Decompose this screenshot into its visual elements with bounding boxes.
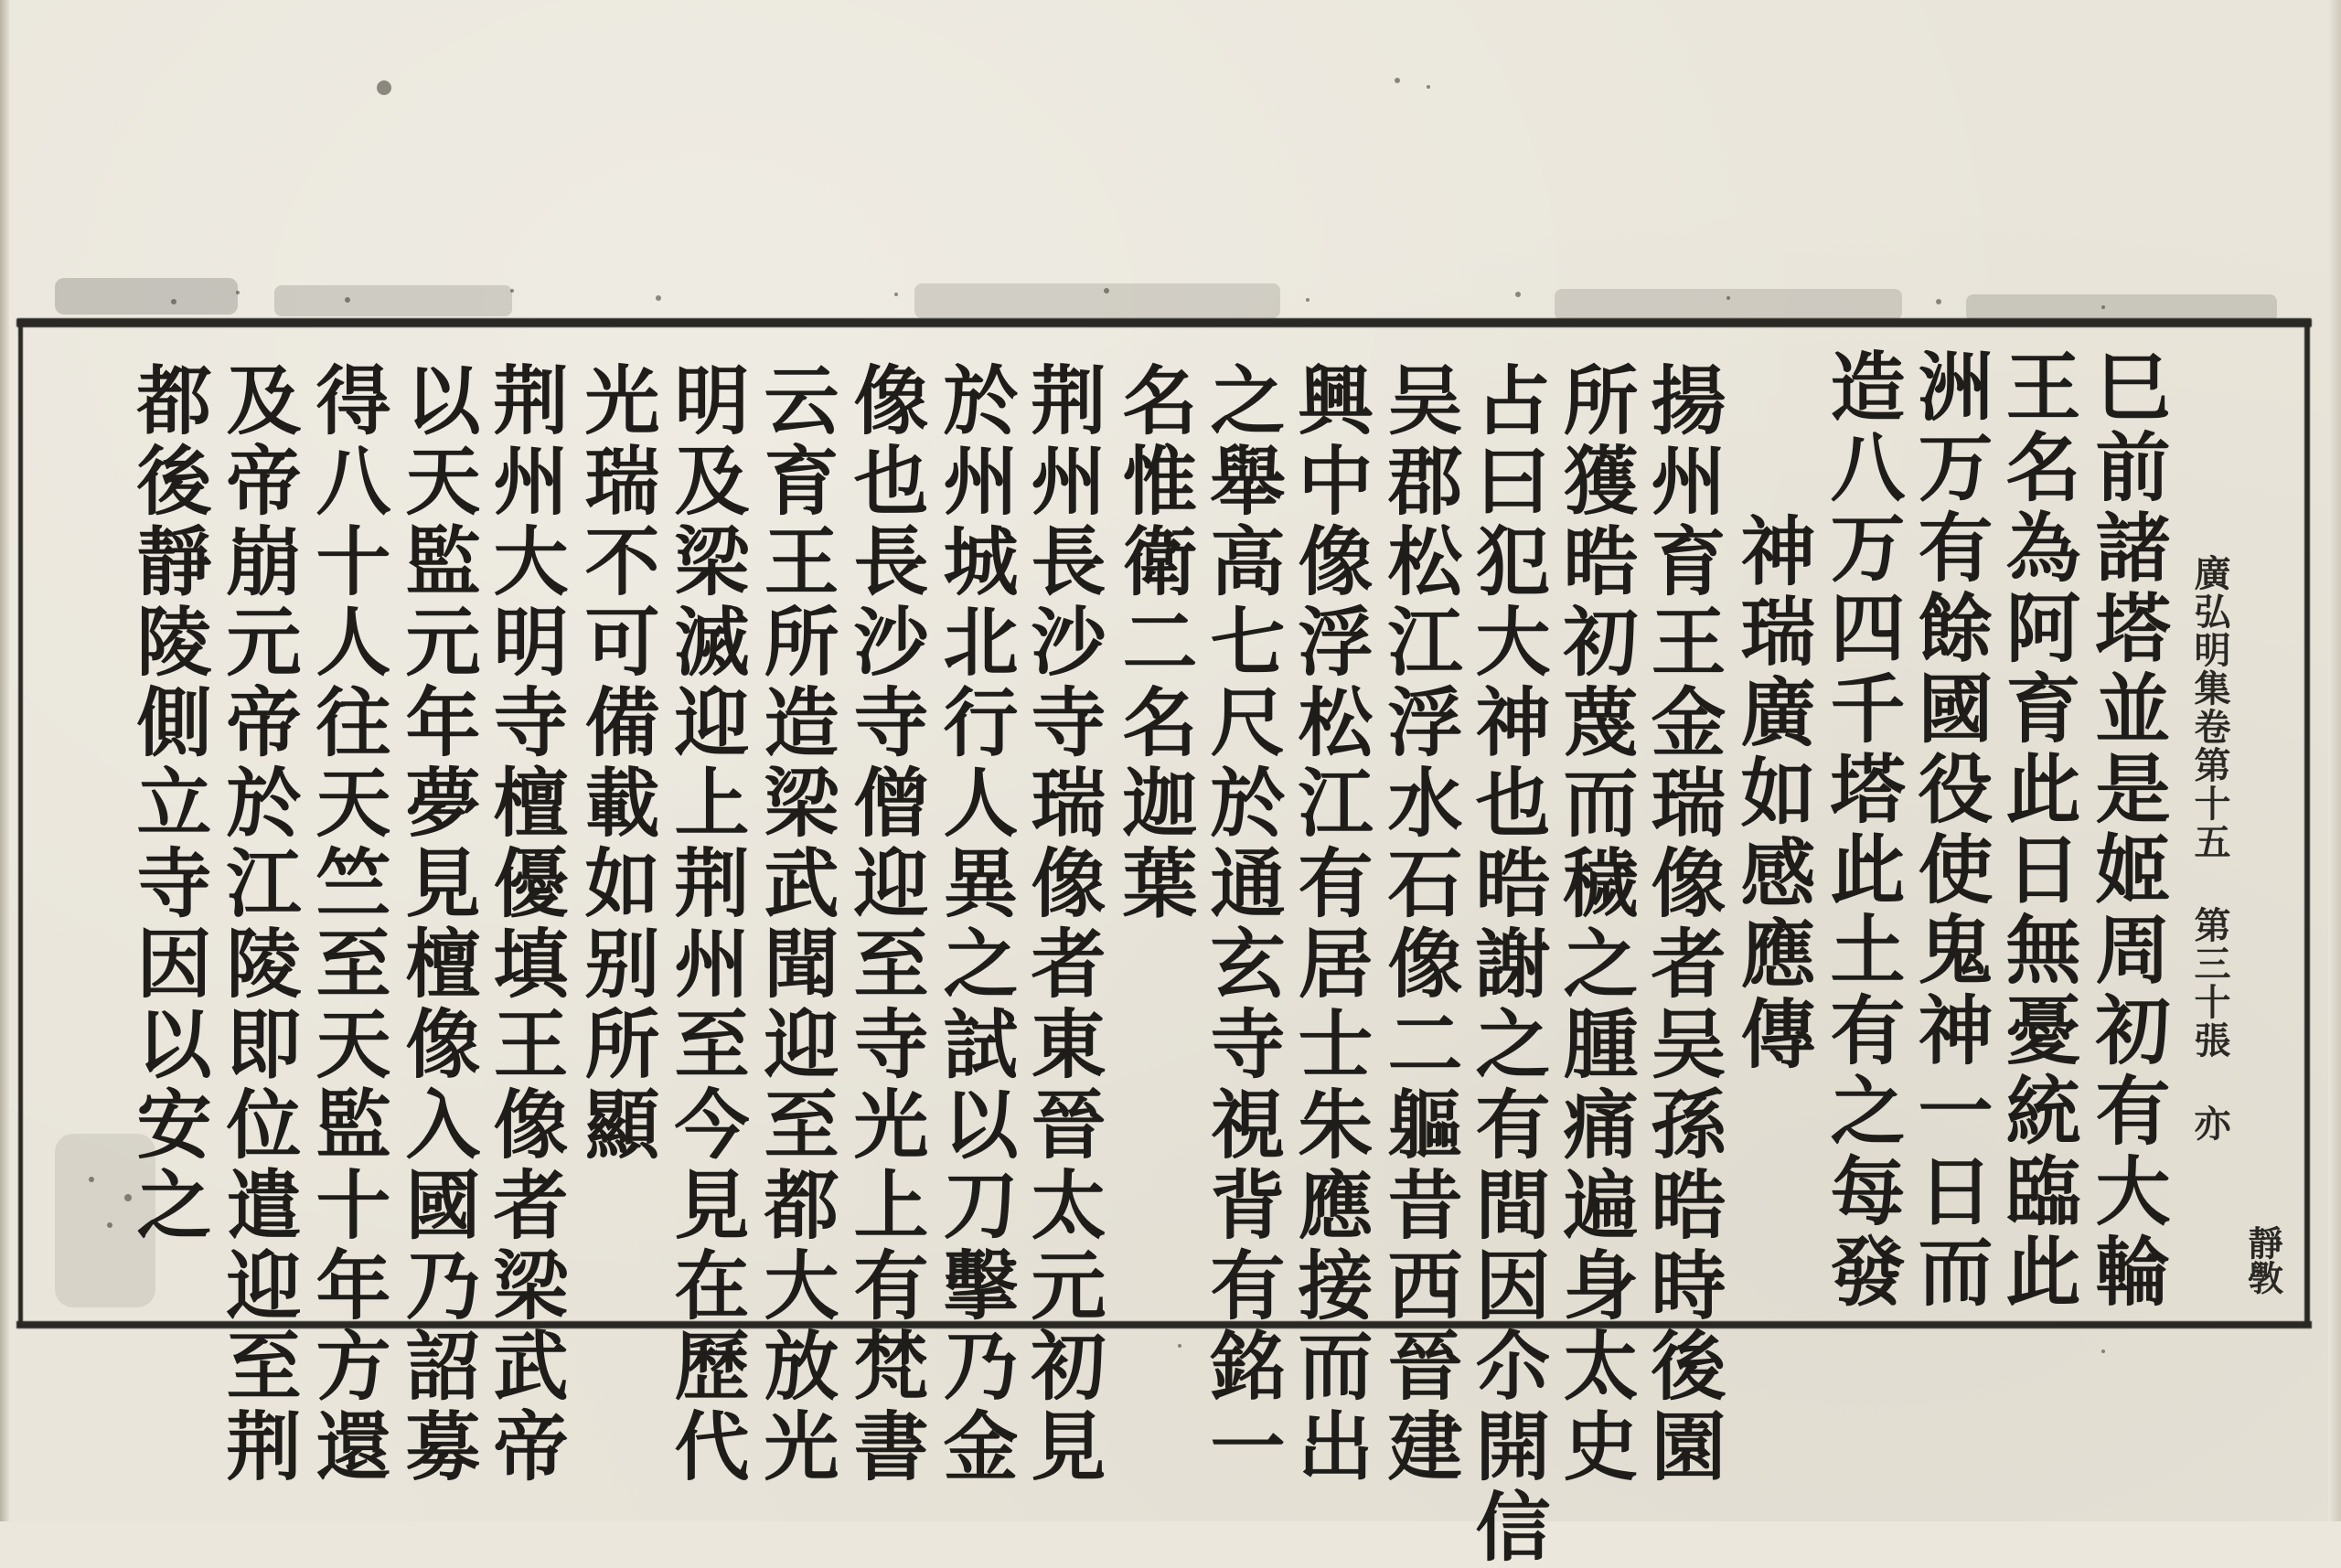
text-column-17: 明及梁滅迎上荆州至今見在歷代 — [662, 361, 750, 1488]
text-column-14: 於州城北行人異之試以刀擊乃金 — [931, 361, 1019, 1488]
text-column-1: 巳前諸塔並是姬周初有大輪 — [2083, 347, 2171, 1313]
text-column-10: 興中像浮松江有居士朱應接而出 — [1286, 361, 1374, 1488]
frame-left-border — [18, 322, 23, 1326]
text-column-5: 神瑞廣如感應傳 — [1728, 512, 1816, 1075]
margin-note-end: 靜斆 — [2242, 1225, 2283, 1295]
margin-note: 廣弘明集卷第十五 第三十張 亦 — [2188, 554, 2231, 1143]
text-column-19: 荆州大明寺檀優填王像者梁武帝 — [481, 361, 569, 1488]
text-column-16: 云育王所造梁武聞迎至都大放光 — [752, 361, 839, 1488]
text-column-8: 占曰犯大神也晧謝之有間因尒開信 — [1463, 361, 1551, 1568]
frame-top-border — [16, 318, 2312, 327]
frame-right-border — [2304, 322, 2310, 1326]
text-column-9: 吴郡松江浮水石像二軀昔西晉建 — [1375, 361, 1463, 1488]
text-column-12: 名惟衛二名迦葉 — [1110, 361, 1198, 924]
text-column-21: 得八十人往天竺至天監十年方還 — [304, 361, 391, 1488]
text-column-23: 都後靜陵側立寺因以安之 — [124, 361, 212, 1246]
text-column-20: 以天監元年夢見檀像入國乃詔募 — [393, 361, 481, 1488]
text-column-11: 之舉高七尺於通玄寺視背有銘一 — [1198, 361, 1286, 1488]
text-column-15: 像也長沙寺僧迎至寺光上有梵書 — [841, 361, 929, 1488]
text-column-4: 造八万四千塔此土有之每發 — [1818, 347, 1906, 1313]
text-column-7: 所獲晧初蔑而穢之腫痛遍身太史 — [1551, 361, 1639, 1488]
text-column-6: 揚州育王金瑞像者吴孫晧時後園 — [1639, 361, 1726, 1488]
text-column-13: 荆州長沙寺瑞像者東晉太元初見 — [1019, 361, 1106, 1488]
text-column-2: 王名為阿育此日無憂統臨此 — [1994, 347, 2081, 1313]
text-column-18: 光瑞不可備載如别所顯 — [572, 361, 660, 1166]
text-column-3: 洲万有餘國役使鬼神一日而 — [1906, 347, 1994, 1313]
text-column-22: 及帝崩元帝於江陵即位遣迎至荆 — [214, 361, 302, 1488]
